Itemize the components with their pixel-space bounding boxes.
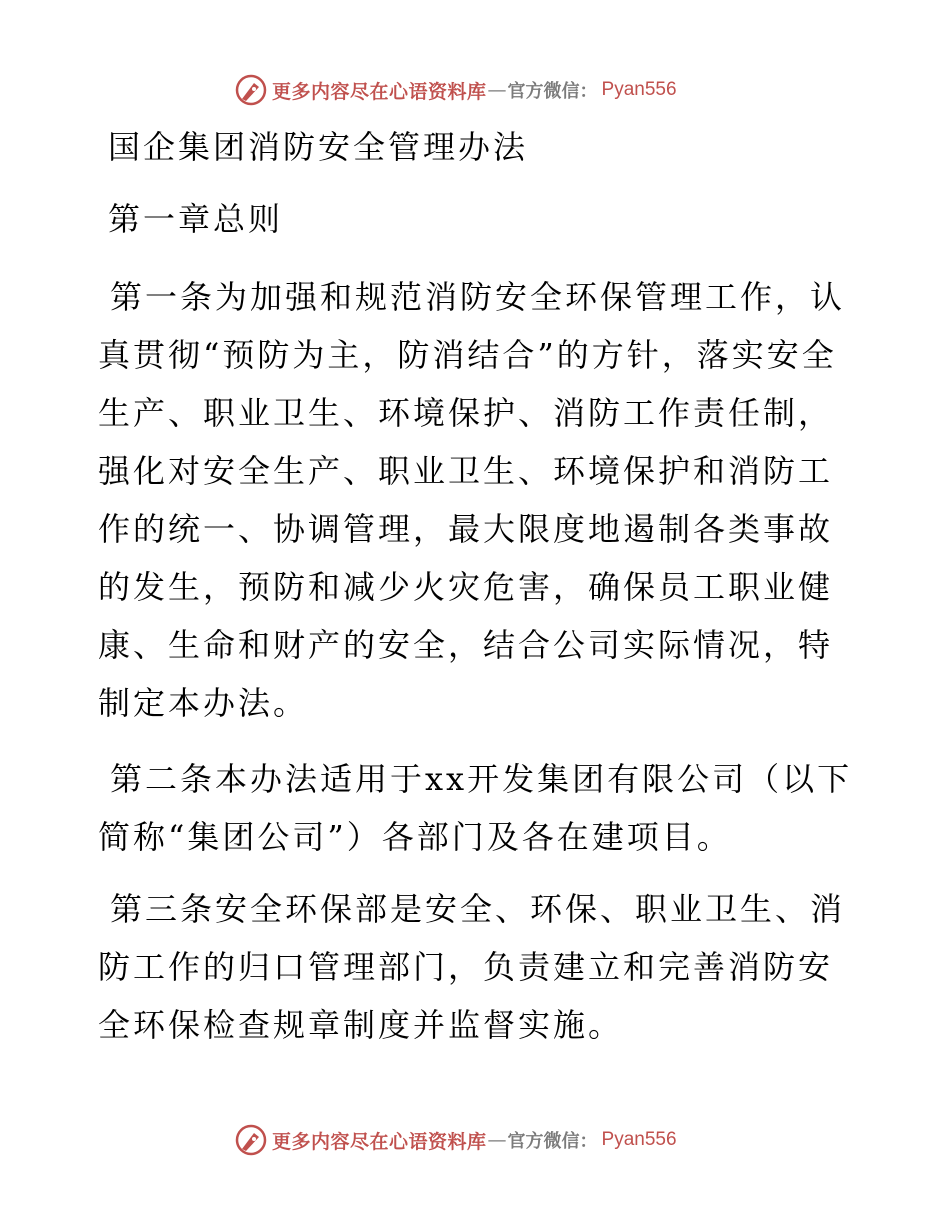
header-watermark: [234, 72, 677, 108]
document-title: 国企集团消防安全管理办法: [108, 128, 529, 166]
watermark-label: 官方微信：: [507, 1131, 598, 1152]
watermark-wechat-id: Pyan556: [601, 1129, 677, 1150]
watermark-label: 官方微信：: [507, 81, 598, 102]
article-3: 第三条安全环保部是安全、环保、职业卫生、消防工作的归口管理部门，负责建立和完善消防安全环保检查规章制度并监督实施。: [98, 890, 846, 1044]
watermark-dash: —: [487, 1129, 507, 1151]
footer-watermark: [234, 1122, 677, 1158]
pen-nib-logo-icon: [234, 1123, 268, 1157]
chapter-heading: 第一章总则: [108, 200, 284, 238]
watermark-wechat-id: Pyan556: [601, 79, 677, 100]
watermark-main-text: 更多内容尽在心语资料库: [272, 80, 487, 103]
watermark-dash: —: [487, 79, 507, 101]
watermark-main-text: 更多内容尽在心语资料库: [272, 1130, 487, 1153]
article-1: 第一条为加强和规范消防安全环保管理工作，认真贯彻“预防为主，防消结合”的方针，落实安全生产、职业卫生、环境保护、消防工作责任制，强化对安全生产、职业卫生、环境保护和消防工作的统一、协调管理，最大限度地遏制各类事故的发生，预防和减少火灾危害，确保员工职业健康、生命和财产的安全，结合公司实际情况，特制定本办法。: [98, 278, 846, 722]
article-2: 第二条本办法适用于xx开发集团有限公司（以下简称“集团公司”）各部门及各在建项目。: [98, 760, 853, 856]
pen-nib-logo-icon: [234, 73, 268, 107]
